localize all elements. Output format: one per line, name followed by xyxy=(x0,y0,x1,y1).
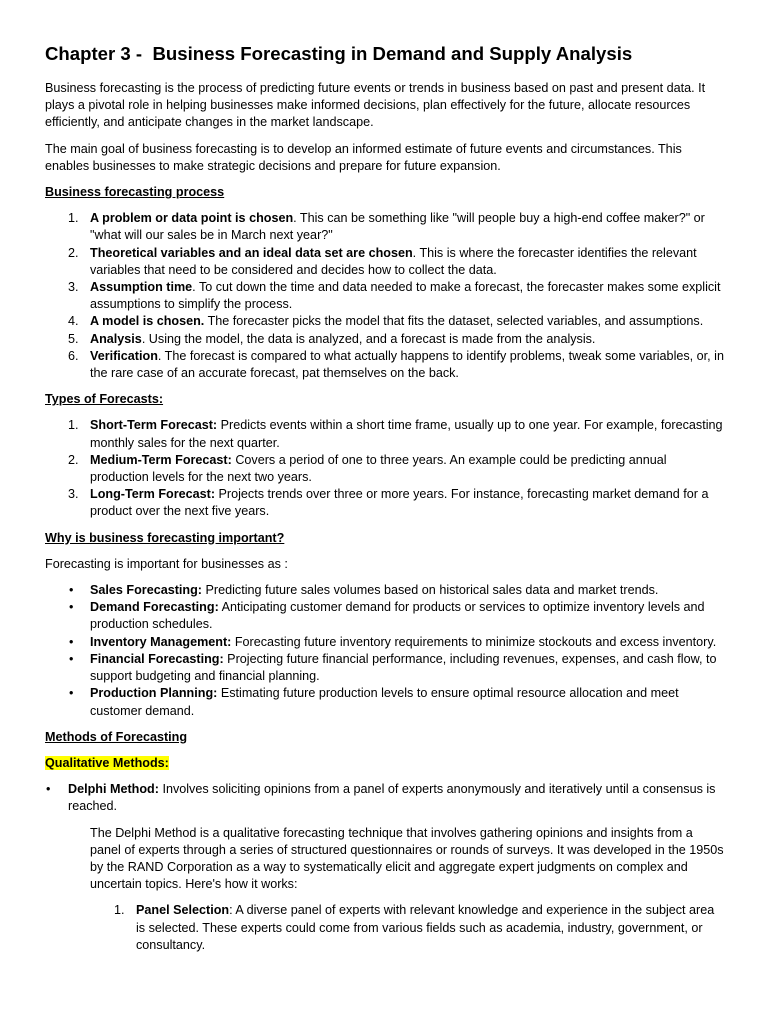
list-item: 6. Verification. The forecast is compared to what actually happens to identify problems, tweak some variables, or, in the rare case of an accurate forecast, pat themselves on the back. xyxy=(68,348,724,381)
section-heading-methods: Methods of Forecasting xyxy=(45,729,188,744)
methods-list xyxy=(45,781,724,815)
list-item: • Production Planning: Estimating future production levels to ensure optimal resource allocation and meet customer demand. xyxy=(69,686,679,718)
bullet-icon: • xyxy=(46,782,51,797)
bullet-icon: • xyxy=(69,600,74,615)
qualitative-heading: Qualitative Methods: xyxy=(45,755,169,770)
list-item: 2. Medium-Term Forecast: Covers a period of one to three years. An example could be predicting annual production levels for the next two years. xyxy=(68,452,667,485)
list-item: • Sales Forecasting: Predicting future sales volumes based on historical sales data and market trends. xyxy=(45,582,724,599)
bullet-icon: • xyxy=(69,686,74,701)
list-item: 3. Assumption time. To cut down the time and data needed to make a forecast, the forecaster makes some explicit assumptions to simplify the process. xyxy=(68,280,721,312)
section-heading-process: Business forecasting process xyxy=(45,185,225,200)
section-heading-types: Types of Forecasts: xyxy=(45,392,164,407)
list-item: • Demand Forecasting: Anticipating customer demand for products or services to optimize inventory levels and production schedules. xyxy=(69,600,705,632)
process-list xyxy=(45,210,724,382)
list-item: 1. A problem or data point is chosen. This can be something like "will people buy a high-end coffee maker?" or "what will our sales be in March next year?" xyxy=(68,211,705,243)
section-heading-importance: Why is business forecasting important? xyxy=(45,530,285,545)
list-item: • Financial Forecasting: Projecting future financial performance, including revenues, expenses, and cash flow, to support budgeting and financial planning. xyxy=(69,651,717,684)
delphi-steps-list xyxy=(45,902,724,954)
list-item: 5. Analysis. Using the model, the data is analyzed, and a forecast is made from the analysis. xyxy=(68,331,596,346)
intro-paragraph-1: Business forecasting is the process of predicting future events or trends in business based on past and present data. It plays a pivotal role in helping businesses make informed decisions, plan effectively for the future, allocate resources efficiently, and anticipate changes in the market landscape. xyxy=(45,81,706,130)
list-item: • Inventory Management: Forecasting future inventory requirements to minimize stockouts and excess inventory. xyxy=(45,634,724,651)
types-list xyxy=(45,417,724,520)
chapter-title: Chapter 3 - Business Forecasting in Demand and Supply Analysis xyxy=(45,43,633,64)
bullet-icon: • xyxy=(69,634,74,649)
list-item: 2. Theoretical variables and an ideal data set are chosen. This is where the forecaster identifies the relevant variables that need to be considered and decides how to collect the data. xyxy=(68,245,697,277)
list-item: 3. Long-Term Forecast: Projects trends over three or more years. For instance, forecasting market demand for a product over the next five years. xyxy=(68,487,709,519)
list-item: 1. Panel Selection: A diverse panel of experts with relevant knowledge and experience in the subject area is selected. These experts could come from various fields such as academia, industry, government, or consultancy. xyxy=(114,903,715,952)
importance-lead: Forecasting is important for businesses as : xyxy=(45,556,288,571)
importance-list xyxy=(45,582,724,720)
delphi-detail-paragraph: The Delphi Method is a qualitative forecasting technique that involves gathering opinions and insights from a panel of experts through a series of structured questionnaires or rounds of surveys. It was developed in the 1950s by the RAND Corporation as a way to systematically elicit and aggregate expert judgments on complex and uncertain topics. Here's how it works: xyxy=(90,825,724,892)
list-item: 4. A model is chosen. The forecaster picks the model that fits the dataset, selected variables, and assumptions. xyxy=(68,314,704,329)
list-item: • Delphi Method: Involves soliciting opinions from a panel of experts anonymously and iteratively until a consensus is reached. xyxy=(46,782,716,814)
intro-paragraph-2: The main goal of business forecasting is to develop an informed estimate of future events and circumstances. This enables businesses to make strategic decisions and prepare for future expansion. xyxy=(45,141,682,173)
bullet-icon: • xyxy=(69,651,74,666)
bullet-icon: • xyxy=(69,583,74,598)
qualitative-heading-wrap xyxy=(45,755,724,772)
list-item: 1. Short-Term Forecast: Predicts events within a short time frame, usually up to one year. For example, forecasting monthly sales for the next quarter. xyxy=(68,418,723,450)
